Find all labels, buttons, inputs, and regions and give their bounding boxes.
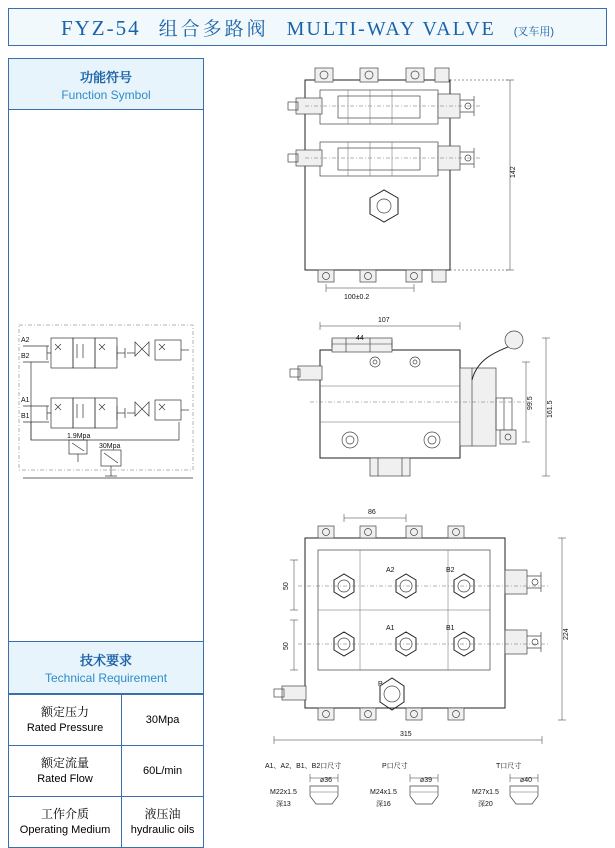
port-detail-thread-2: M24x1.5 [370, 789, 397, 796]
specification-table [8, 694, 204, 848]
top-view [288, 68, 517, 301]
port-detail-diameter-3: ⌀40 [520, 777, 533, 784]
function-symbol-title-en: Function Symbol [61, 87, 151, 102]
relief-label-main: 30Mpa [99, 443, 121, 450]
dim-bottom-width-86: 86 [368, 509, 376, 516]
dim-top-width-100: 100±0.2 [344, 294, 370, 301]
spec-key-rated-pressure [9, 695, 122, 746]
spec-key-rated-flow [9, 746, 122, 797]
dim-front-width-107: 107 [378, 317, 390, 324]
port-label-a1: A1 [386, 625, 395, 632]
symbol-label-b1: B1 [21, 413, 30, 420]
dim-front-height-161-5: 161.5 [547, 400, 554, 418]
relief-valve-main [99, 443, 121, 476]
function-symbol-title-cn: 功能符号 [79, 69, 132, 85]
port-detail-depth-2: 深16 [376, 801, 391, 808]
dim-bottom-spacing-50-lower: 50 [283, 642, 290, 650]
port-detail-title-3: T口尺寸 [496, 763, 522, 770]
port-detail-depth-3: 深20 [478, 801, 493, 808]
symbol-label-a1: A1 [21, 397, 30, 404]
dim-bottom-height-224: 224 [563, 628, 570, 640]
port-detail-title-1: A1、A2、B1、B2口尺寸 [265, 763, 342, 770]
port-detail-diameter-2: ⌀39 [420, 777, 433, 784]
spec-key-cn: 额定压力 [41, 705, 90, 720]
dim-front-height-99-5: 99.5 [527, 396, 534, 410]
spec-key-cn: 工作介质 [41, 807, 90, 822]
symbol-label-a2: A2 [21, 337, 30, 344]
spec-key-en: Rated Pressure [26, 721, 104, 734]
spec-value-en: hydraulic oils [130, 823, 195, 836]
port-label-b1: B1 [446, 625, 455, 632]
spec-key-cn: 额定流量 [41, 756, 90, 771]
spec-key-en: Operating Medium [19, 823, 111, 836]
port-detail-thread-3: M27x1.5 [472, 789, 499, 796]
spool-valve-upper [47, 338, 125, 368]
front-view [290, 317, 554, 476]
check-valves-right [135, 340, 189, 420]
dim-bottom-width-315: 315 [400, 731, 412, 738]
spec-value-rated-pressure: 30Mpa [122, 695, 204, 746]
dim-bottom-spacing-50-upper: 50 [283, 582, 290, 590]
dim-top-height-142: 142 [510, 166, 517, 178]
function-symbol-header [8, 58, 204, 110]
product-name-cn: 组合多路阀 [158, 18, 269, 40]
drawing-area [210, 50, 610, 840]
hydraulic-schematic [8, 110, 204, 642]
port-detail-depth-1: 深13 [276, 801, 291, 808]
tech-req-title-en: Technical Requirement [44, 671, 168, 685]
port-detail-thread-1: M22x1.5 [270, 789, 297, 796]
spool-valve-lower [47, 398, 125, 428]
spec-value-rated-flow: 60L/min [122, 746, 204, 797]
left-column [8, 58, 204, 836]
port-label-b2: B2 [446, 567, 455, 574]
port-label-a2: A2 [386, 567, 395, 574]
port-detail-diameter-1: ⌀36 [320, 777, 333, 784]
port-label-p: P [378, 681, 383, 688]
spec-value-operating-medium [122, 797, 204, 848]
spec-key-operating-medium [9, 797, 122, 848]
product-name-en: MULTI-WAY VALVE [286, 17, 496, 40]
tech-req-title-cn: 技术要求 [79, 653, 132, 668]
port-detail-title-2: P口尺寸 [382, 763, 408, 770]
spec-key-en: Rated Flow [37, 772, 93, 785]
table-row [9, 746, 204, 797]
port-detail-notes [265, 761, 538, 808]
product-note: (叉车用) [513, 25, 555, 38]
table-row [9, 797, 204, 848]
dim-front-width-44: 44 [356, 335, 364, 342]
symbol-label-b2: B2 [21, 353, 30, 360]
technical-requirement-header [8, 642, 204, 694]
table-row [9, 695, 204, 746]
relief-label-low: 1.9Mpa [67, 433, 91, 440]
relief-valve-low [67, 433, 90, 462]
product-model: FYZ-54 [60, 15, 141, 40]
bottom-view [274, 509, 570, 744]
page-title-bar [8, 8, 607, 46]
spec-value-cn: 液压油 [144, 807, 181, 822]
